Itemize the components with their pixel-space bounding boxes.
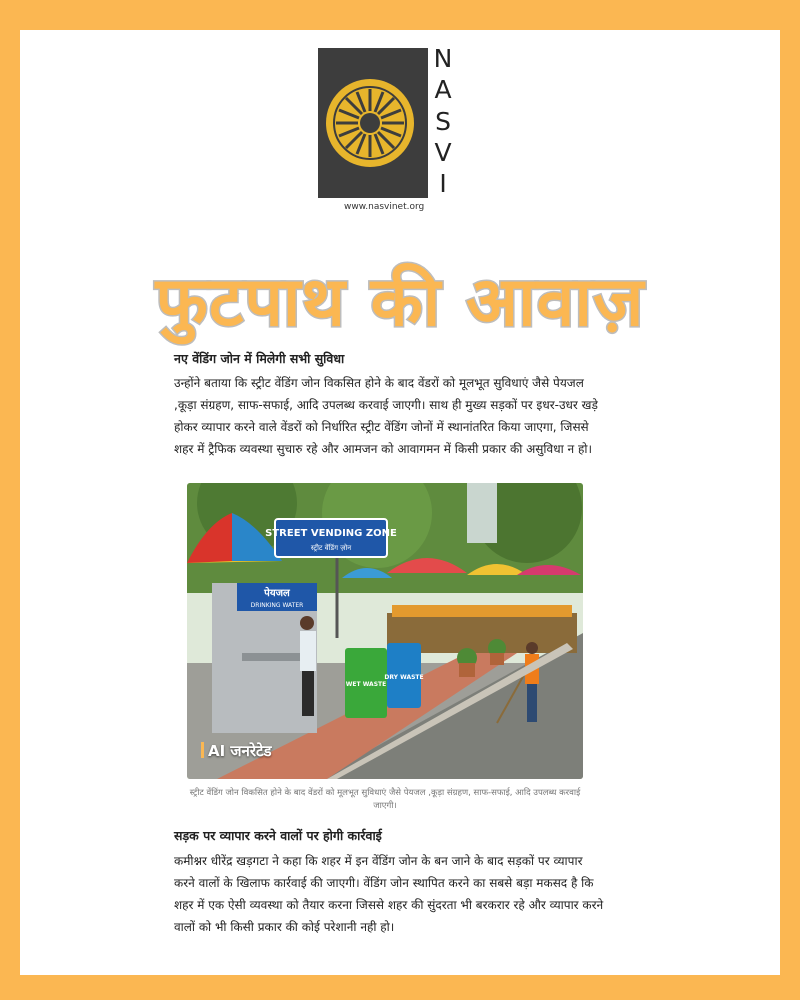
water-sign-sub: DRINKING WATER [250,602,304,609]
logo-letter: V [434,137,452,167]
chakra-emblem-icon [318,48,428,198]
vending-zone-sign-sub: स्ट्रीट वेंडिंग ज़ोन [310,544,352,552]
section-body: उन्होंने बताया कि स्ट्रीट वेंडिंग जोन विकसित होने के बाद वेंडरों को मूलभूत सुविधाएं जैसे पेयजल ,कूड़ा संग्रहण, साफ-सफाई, आदि उपलब्ध करवाई जाएगी। साथ ही मुख्य सड़कों पर इधर-उधर खड़े होकर व्यापार करने वाले वेंडरों को निर्धारित स्ट्रीट वेंडिंग जोनों में स्थानांतरित किया जाएगा, जिससे शहर में ट्रैफिक व्यवस्था सुचारु रहे और आमजन को आवागमन में किसी प्रकार की असुविधा न हो। [174,376,598,456]
logo-letter: N [433,44,453,73]
logo-letter: I [439,169,447,198]
section-body: कमीश्नर धीरेंद्र खड़गटा ने कहा कि शहर में इन वेंडिंग जोन के बन जाने के बाद सड़कों पर व्यापार करने वालों के खिलाफ कार्रवाई की जाएगी। वेंडिंग जोन स्थापित करने का सबसे बड़ा मकसद है कि शहर में एक ऐसी व्यवस्था को तैयार करना जिससे शहर की सुंदरता भी बरकरार रहे और व्यापार करने वालों को भी किसी प्रकार की कोई परेशानी नही हो। [174,854,604,934]
section-heading: सड़क पर व्यापार करने वालों पर होगी कार्रवाई [174,828,382,843]
section-heading: नए वेंडिंग जोन में मिलेगी सभी सुविधा [174,351,345,366]
article-photo [187,483,583,779]
vending-zone-sign: STREET VENDING ZONE [265,528,397,539]
logo-letter: A [434,75,452,105]
dry-waste-bin: DRY WASTE [384,674,424,681]
article-section-1 [174,350,604,460]
masthead-title: फुटपाथ की आवाज़ [155,263,645,342]
water-sign: पेयजल [264,588,290,599]
wet-waste-bin: WET WASTE [345,681,387,688]
logo-url[interactable]: www.nasvinet.org [344,202,425,212]
logo-wordmark [430,46,456,196]
newsletter-page [20,30,780,975]
logo-emblem-box [318,48,428,198]
logo-letter: S [435,106,451,136]
ai-generated-label: AI जनरेटेड [201,741,272,761]
photo-caption: स्ट्रीट वेंडिंग जोन विकसित होने के बाद वेंडरों को मूलभूत सुविधाएं जैसे पेयजल ,कूड़ा संग्रहण, साफ-सफाई, आदि उपलब्ध करवाई जाएगी। [189,788,581,811]
street-vending-illustration [187,483,583,779]
nasvi-logo [318,44,458,218]
